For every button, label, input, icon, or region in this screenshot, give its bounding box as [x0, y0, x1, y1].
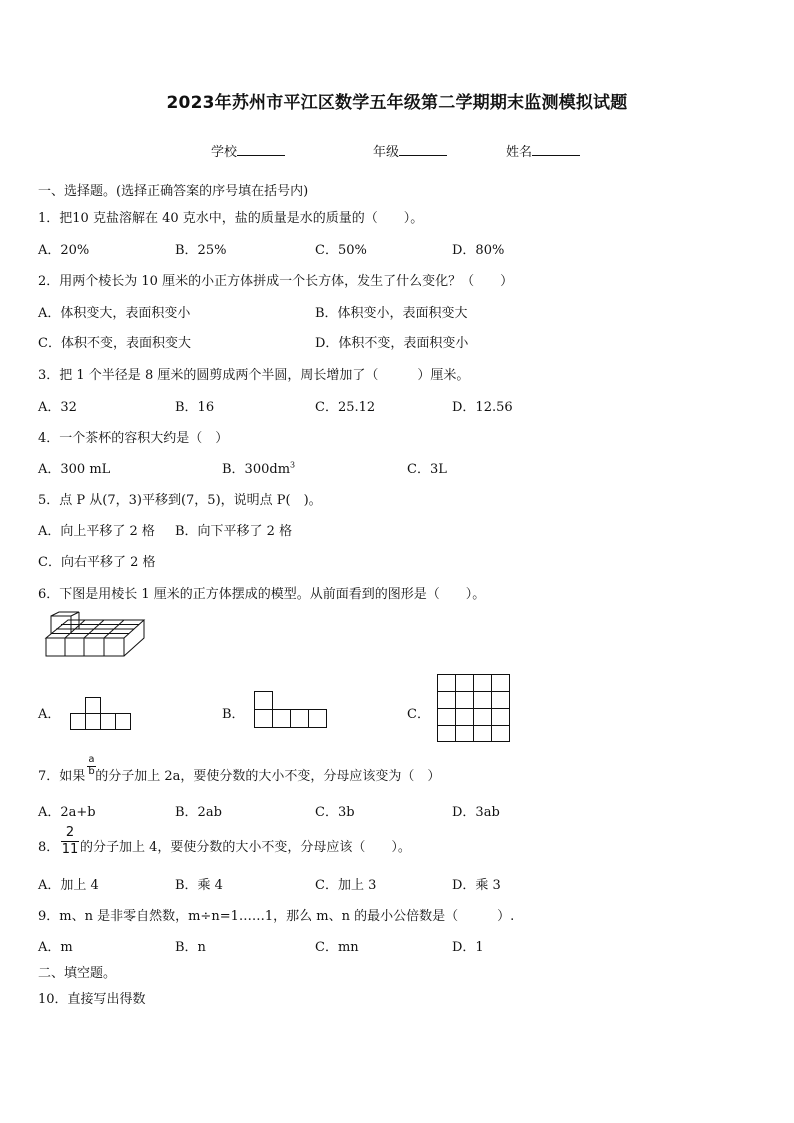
q8-fraction: [61, 826, 79, 856]
question-8-text: 的分子加上 4，要使分数的大小不变，分母应该（ ）。: [80, 840, 411, 855]
q9-option-a[interactable]: A．m: [38, 940, 73, 955]
q6-option-c-figure: [437, 674, 511, 744]
question-7: [38, 765, 440, 784]
q1-option-d[interactable]: D．80%: [452, 243, 505, 258]
q4-option-a[interactable]: A．300 mL: [38, 462, 111, 477]
q5-option-c[interactable]: C．向右平移了 2 格: [38, 555, 156, 570]
section-heading-choice: 一、选择题。(选择正确答案的序号填在括号内): [38, 184, 309, 199]
q6-option-a[interactable]: A．: [38, 707, 61, 722]
q8-fraction-denominator: 11: [61, 841, 79, 857]
q5-option-a[interactable]: A．向上平移了 2 格: [38, 524, 155, 539]
q1-option-b[interactable]: B．25%: [175, 243, 227, 258]
q9-option-b[interactable]: B．n: [175, 940, 206, 955]
q3-option-c[interactable]: C．25.12: [315, 400, 376, 415]
q3-option-d[interactable]: D．12.56: [452, 400, 513, 415]
q4-option-b[interactable]: [222, 458, 295, 477]
q2-option-b[interactable]: B．体积变小，表面积变大: [315, 306, 468, 321]
question-4-text: 4．一个茶杯的容积大约是（ ）: [38, 431, 229, 446]
name-field[interactable]: [506, 141, 580, 160]
q9-option-d[interactable]: D．1: [452, 940, 484, 955]
question-1-text: 1．把10 克盐溶解在 40 克水中，盐的质量是水的质量的（ ）。: [38, 211, 424, 226]
q2-option-a[interactable]: A．体积变大，表面积变小: [38, 306, 191, 321]
question-7-prefix: 7．如果: [38, 769, 86, 784]
grade-blank[interactable]: [399, 143, 447, 156]
q8-option-b[interactable]: B．乘 4: [175, 878, 223, 893]
q7-fraction-denominator: b: [88, 765, 95, 777]
grade-field[interactable]: [373, 141, 447, 160]
name-label: 姓名: [506, 145, 533, 160]
q6-option-b-figure: [254, 691, 330, 729]
q8-option-c[interactable]: C．加上 3: [315, 878, 377, 893]
school-blank[interactable]: [237, 143, 285, 156]
question-8-number: 8．: [38, 840, 60, 855]
q8-option-a[interactable]: A．加上 4: [38, 878, 99, 893]
question-9-text: 9．m、n 是非零自然数，m÷n=1……1，那么 m、n 的最小公倍数是（ ）.: [38, 909, 515, 924]
name-blank[interactable]: [532, 143, 580, 156]
q2-option-c[interactable]: C．体积不变，表面积变大: [38, 336, 191, 351]
q6-option-c[interactable]: C．: [407, 707, 430, 722]
grade-label: 年级: [373, 145, 400, 160]
q7-fraction: [87, 755, 96, 777]
q1-option-c[interactable]: C．50%: [315, 243, 367, 258]
q6-option-a-figure: [70, 697, 132, 731]
q4-option-b-superscript: 3: [290, 460, 296, 470]
section-heading-fill: 二、填空题。: [38, 966, 117, 981]
q4-option-c[interactable]: C．3L: [407, 462, 447, 477]
q5-option-b[interactable]: B．向下平移了 2 格: [175, 524, 293, 539]
question-6-text: 6．下图是用棱长 1 厘米的正方体摆成的模型。从前面看到的图形是（ ）。: [38, 587, 486, 602]
cube-model-figure: [44, 612, 150, 660]
school-field[interactable]: [211, 141, 285, 160]
q3-option-b[interactable]: B．16: [175, 400, 215, 415]
q7-option-d[interactable]: D．3ab: [452, 805, 500, 820]
question-5-text: 5．点 P 从(7，3)平移到(7，5)，说明点 P( )。: [38, 493, 322, 508]
q6-option-b[interactable]: B．: [222, 707, 245, 722]
question-3-text: 3．把 1 个半径是 8 厘米的圆剪成两个半圆，周长增加了（ ）厘米。: [38, 368, 470, 383]
q7-option-b[interactable]: B．2ab: [175, 805, 222, 820]
q1-option-a[interactable]: A．20%: [38, 243, 90, 258]
q2-option-d[interactable]: D．体积不变，表面积变小: [315, 336, 469, 351]
q7-option-a[interactable]: A．2a+b: [38, 805, 96, 820]
question-2-text: 2．用两个棱长为 10 厘米的小正方体拼成一个长方体，发生了什么变化？（ ）: [38, 274, 514, 289]
page-title: 2023年苏州市平江区数学五年级第二学期期末监测模拟试题: [166, 93, 628, 113]
question-10-text: 10．直接写出得数: [38, 992, 146, 1007]
q7-fraction-numerator: a: [88, 754, 95, 765]
q4-option-b-text: B．300dm: [222, 462, 291, 477]
q9-option-c[interactable]: C．mn: [315, 940, 359, 955]
q8-fraction-numerator: 2: [65, 825, 75, 840]
q7-option-c[interactable]: C．3b: [315, 805, 355, 820]
q3-option-a[interactable]: A．32: [38, 400, 77, 415]
school-label: 学校: [211, 145, 238, 160]
question-7-suffix: 的分子加上 2a，要使分数的大小不变，分母应该变为（ ）: [95, 769, 441, 784]
q8-option-d[interactable]: D．乘 3: [452, 878, 501, 893]
